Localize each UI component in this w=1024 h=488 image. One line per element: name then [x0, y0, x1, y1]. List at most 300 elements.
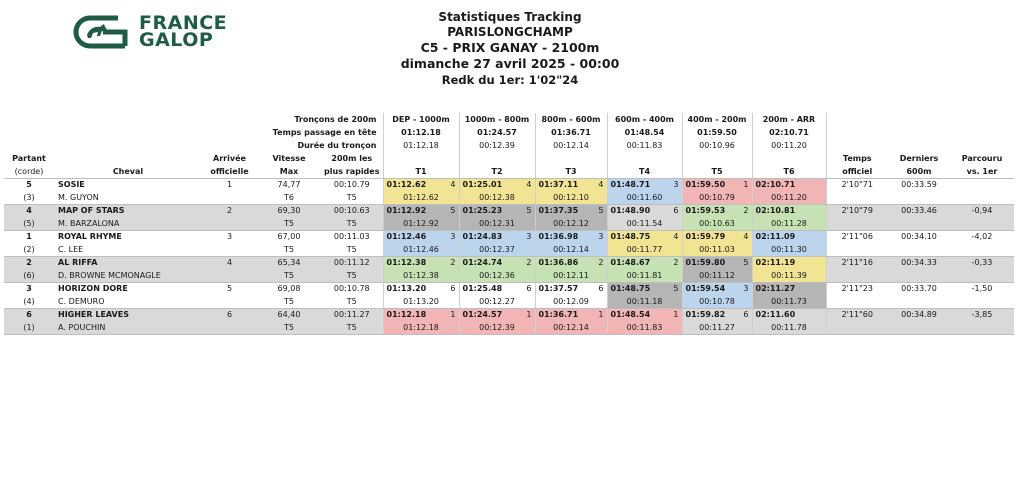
- rapides-segment: T5: [321, 295, 383, 308]
- rapides-value: 00:10.79: [333, 180, 370, 190]
- section-rank: 5: [673, 284, 679, 294]
- redk-winner: Redk du 1er: 1'02"24: [441, 73, 579, 87]
- column-header-bottom: [4, 165, 1014, 178]
- segment-header-cell: 01:48.54: [607, 126, 682, 139]
- section-rank: 2: [743, 206, 749, 216]
- temps-spacer: [826, 295, 888, 308]
- section-time-cell: [459, 204, 535, 217]
- horse-name: HORIZON DORE: [58, 284, 128, 294]
- horse-row: [4, 282, 1014, 295]
- section-time: 02:11.19: [755, 258, 796, 268]
- rapides-segment: T5: [321, 217, 383, 230]
- arrivee-spacer: [202, 191, 257, 204]
- section-time-wrap: [463, 180, 532, 189]
- section-rank: 6: [743, 310, 749, 320]
- section-time-wrap: [539, 258, 604, 267]
- horse-corde: (4): [4, 295, 54, 308]
- section-time-cell: [383, 230, 459, 243]
- section-header-t1: T1: [383, 165, 459, 178]
- section-time-cell: [383, 204, 459, 217]
- section-time: 01:48.71: [610, 180, 651, 190]
- section-time-wrap: [387, 284, 456, 293]
- section-duration: 00:12.31: [459, 217, 535, 230]
- arrivee-header-line1: Arrivée: [213, 154, 246, 163]
- section-time-cell: [682, 178, 752, 191]
- horse-row: [4, 256, 1014, 269]
- section-time: 01:48.90: [610, 206, 651, 216]
- section-header-spacer: [607, 152, 682, 165]
- horse-name: SOSIE: [58, 180, 85, 190]
- horse-number: 6: [4, 308, 54, 321]
- section-time-cell: [752, 178, 826, 191]
- rapides-value: 00:10.78: [333, 284, 370, 294]
- section-time: 01:59.50: [685, 180, 726, 190]
- arrivee-spacer: [202, 243, 257, 256]
- section-time-wrap: [756, 180, 823, 189]
- section-rank: 3: [743, 284, 749, 294]
- horse-number: 2: [4, 256, 54, 269]
- horse-row-detail: [4, 191, 1014, 204]
- section-duration: 01:12.18: [383, 321, 459, 334]
- section-time-wrap: [756, 232, 823, 241]
- section-time: 01:48.75: [610, 284, 651, 294]
- segment-header-cell: 01:36.71: [535, 126, 607, 139]
- section-rank: 5: [526, 206, 532, 216]
- parcouru-value: -0,33: [950, 256, 1014, 269]
- section-duration: 00:10.63: [682, 217, 752, 230]
- horse-row: [4, 230, 1014, 243]
- section-time-wrap: [387, 232, 456, 241]
- derniers-spacer: [888, 321, 950, 334]
- section-rank: 6: [450, 284, 456, 294]
- section-time-cell: [459, 178, 535, 191]
- section-time-cell: [607, 230, 682, 243]
- segment-name-row: [4, 113, 1014, 126]
- section-time-wrap: [387, 180, 456, 189]
- section-duration: 00:12.09: [535, 295, 607, 308]
- jockey-name: C. LEE: [54, 243, 202, 256]
- section-rank: 2: [526, 258, 532, 268]
- temps-officiel-value: 2'11"60: [826, 308, 888, 321]
- section-rank: 5: [450, 206, 456, 216]
- section-time: 01:25.23: [462, 206, 503, 216]
- section-time-cell: [752, 204, 826, 217]
- section-rank: 1: [598, 310, 604, 320]
- section-header-t5: T5: [682, 165, 752, 178]
- vitesse-segment: T5: [257, 295, 321, 308]
- section-time-wrap: [387, 258, 456, 267]
- horse-name: AL RIFFA: [54, 256, 202, 269]
- section-time: 01:59.79: [685, 232, 726, 242]
- section-time-wrap: [611, 284, 679, 293]
- horse-row-detail: [4, 243, 1014, 256]
- vitesse-segment: T5: [257, 217, 321, 230]
- report-header: [340, 10, 680, 88]
- section-time: 01:25.01: [462, 180, 503, 190]
- rapides-value: 00:11.03: [333, 232, 370, 242]
- temps-spacer: [826, 321, 888, 334]
- derniers-600m-value: 00:34.10: [901, 232, 937, 242]
- section-time-cell: [682, 282, 752, 295]
- section-duration: 00:10.79: [682, 191, 752, 204]
- brand-line-2: GALOP: [139, 29, 214, 51]
- segment-header-cell: 00:11.20: [752, 139, 826, 152]
- parcouru-spacer: [950, 269, 1014, 282]
- section-time-wrap: [463, 232, 532, 241]
- rapides-value: 00:10.63: [321, 204, 383, 217]
- section-time-wrap: [539, 180, 604, 189]
- section-time: 02:10.81: [755, 206, 796, 216]
- section-rank: 3: [526, 232, 532, 242]
- section-time: 01:12.62: [386, 180, 427, 190]
- section-time-cell: [535, 256, 607, 269]
- section-time-cell: [682, 308, 752, 321]
- section-time: 01:12.92: [386, 206, 427, 216]
- section-rank: 1: [450, 310, 456, 320]
- section-rank: 3: [450, 232, 456, 242]
- arrivee-spacer: [202, 295, 257, 308]
- section-time-wrap: [611, 310, 679, 319]
- vitesse-value: 69,30: [257, 204, 321, 217]
- derniers-600m-value: 00:34.89: [888, 308, 950, 321]
- segment-header-cell: 01:59.50: [682, 126, 752, 139]
- leader-time-row: [4, 126, 1014, 139]
- horse-row-detail: [4, 217, 1014, 230]
- section-time-cell: [459, 256, 535, 269]
- arrivee-value: 2: [202, 204, 257, 217]
- temps-header-line1: Temps: [826, 152, 888, 165]
- section-time-cell: [459, 308, 535, 321]
- section-rank: 1: [673, 310, 679, 320]
- section-time: 01:59.82: [685, 310, 726, 320]
- parcouru-spacer: [950, 243, 1014, 256]
- rapides-segment: T5: [321, 321, 383, 334]
- venue-name: PARISLONGCHAMP: [447, 25, 573, 39]
- section-header-spacer: [682, 152, 752, 165]
- segment-header-cell: 01:12.18: [383, 139, 459, 152]
- section-time-cell: [535, 230, 607, 243]
- horse-logo-icon: [73, 15, 131, 49]
- vitesse-header-line1: Vitesse: [272, 154, 306, 163]
- section-time: 01:36.86: [538, 258, 579, 268]
- column-header-top: [4, 152, 1014, 165]
- derniers-600m-value: 00:33.70: [901, 284, 937, 294]
- section-time-cell: [383, 308, 459, 321]
- derniers-600m-value: 00:33.46: [888, 204, 950, 217]
- section-rank: 1: [526, 310, 532, 320]
- section-duration: 00:12.36: [459, 269, 535, 282]
- segment-header-cell: 01:12.18: [383, 126, 459, 139]
- horse-corde: (5): [4, 217, 54, 230]
- section-time-cell: [383, 256, 459, 269]
- section-time-cell: [383, 282, 459, 295]
- section-time-cell: [383, 178, 459, 191]
- section-duration: 00:12.39: [459, 321, 535, 334]
- vitesse-value: 65,34: [257, 256, 321, 269]
- jockey-name: A. POUCHIN: [54, 321, 202, 334]
- section-time-wrap: [539, 206, 604, 215]
- horse-name: MAP OF STARS: [54, 204, 202, 217]
- segment-header-cell: 00:11.83: [607, 139, 682, 152]
- section-time-wrap: [611, 206, 679, 215]
- section-header-t3: T3: [535, 165, 607, 178]
- partant-header-line2: (corde): [4, 165, 54, 178]
- vitesse-segment: T5: [257, 269, 321, 282]
- segment-header-cell: 400m - 200m: [682, 113, 752, 126]
- section-header-spacer: [752, 152, 826, 165]
- parcouru-header-line2: vs. 1er: [950, 165, 1014, 178]
- segment-header-cell: 00:12.14: [535, 139, 607, 152]
- section-duration: 00:12.14: [535, 243, 607, 256]
- section-time: 01:12.46: [386, 232, 427, 242]
- horse-name: ROYAL RHYME: [58, 232, 122, 242]
- brand-name: [139, 12, 228, 51]
- section-time: 01:24.83: [462, 232, 503, 242]
- section-duration: 00:12.37: [459, 243, 535, 256]
- temps-spacer: [826, 269, 888, 282]
- section-time-wrap: [539, 284, 604, 293]
- parcouru-value: -1,50: [971, 284, 993, 294]
- section-time: 01:36.98: [538, 232, 579, 242]
- section-duration: 00:11.12: [682, 269, 752, 282]
- section-time-cell: [752, 282, 826, 295]
- arrivee-value: 4: [202, 256, 257, 269]
- section-duration: 01:12.62: [383, 191, 459, 204]
- horse-corde: (1): [4, 321, 54, 334]
- section-time-wrap: [539, 232, 604, 241]
- section-header-t2: T2: [459, 165, 535, 178]
- derniers-spacer: [888, 217, 950, 230]
- rapides-segment: T5: [321, 191, 383, 204]
- segment-duration-row: [4, 139, 1014, 152]
- section-time: 01:59.54: [685, 284, 726, 294]
- temps-spacer: [826, 191, 888, 204]
- vitesse-value: 67,00: [277, 232, 301, 242]
- partant-header-line1: Partant: [12, 154, 46, 163]
- race-date: dimanche 27 avril 2025 - 00:00: [400, 56, 620, 71]
- section-header-spacer: [383, 152, 459, 165]
- horse-corde: (3): [4, 191, 54, 204]
- rapides-segment: T5: [321, 269, 383, 282]
- vitesse-value: 74,77: [277, 180, 301, 190]
- temps-officiel-value: 2'11"23: [826, 282, 888, 295]
- section-time: 01:36.71: [538, 310, 579, 320]
- rapides-value: 00:11.12: [321, 256, 383, 269]
- derniers-600m-value: 00:33.59: [901, 180, 937, 190]
- arrivee-value: 5: [226, 284, 233, 294]
- section-time-wrap: [756, 206, 823, 215]
- segment-header-cell: 00:10.96: [682, 139, 752, 152]
- section-duration: 00:11.54: [607, 217, 682, 230]
- section-time-cell: [459, 282, 535, 295]
- jockey-name: M. GUYON: [54, 191, 202, 204]
- section-time-wrap: [686, 180, 749, 189]
- rapides-value: 00:11.27: [321, 308, 383, 321]
- segment-header-cell: 200m - ARR: [752, 113, 826, 126]
- section-time-cell: [752, 256, 826, 269]
- horse-number: 3: [26, 284, 32, 294]
- parcouru-spacer: [950, 295, 1014, 308]
- section-time: 01:48.54: [610, 310, 651, 320]
- section-duration: 00:11.18: [607, 295, 682, 308]
- section-duration: 00:11.39: [752, 269, 826, 282]
- section-time-cell: [607, 256, 682, 269]
- section-time: 01:48.67: [610, 258, 651, 268]
- horse-number: 4: [4, 204, 54, 217]
- section-time-cell: [682, 230, 752, 243]
- section-duration: 00:10.78: [682, 295, 752, 308]
- derniers-600m-value: 00:34.33: [888, 256, 950, 269]
- parcouru-header-line1: Parcouru: [961, 154, 1003, 163]
- section-time-wrap: [686, 284, 749, 293]
- segment-header-cell: 02:10.71: [752, 126, 826, 139]
- section-time: 01:37.11: [538, 180, 579, 190]
- derniers-header-line1: Derniers: [899, 154, 939, 163]
- section-duration: 00:12.11: [535, 269, 607, 282]
- section-time-cell: [752, 230, 826, 243]
- section-rank: 2: [450, 258, 456, 268]
- section-time-cell: [682, 256, 752, 269]
- horse-row: [4, 308, 1014, 321]
- parcouru-spacer: [950, 321, 1014, 334]
- section-time-wrap: [539, 310, 604, 319]
- segment-header-cell: 01:24.57: [459, 126, 535, 139]
- section-time: 01:59.53: [685, 206, 726, 216]
- section-time-wrap: [756, 310, 823, 319]
- section-rank: 6: [598, 284, 604, 294]
- segment-row-label: Tronçons de 200m: [294, 115, 377, 124]
- section-time-cell: [607, 282, 682, 295]
- section-time-wrap: [387, 310, 456, 319]
- segment-row-label: Temps passage en tête: [272, 128, 377, 137]
- vitesse-value: 64,40: [257, 308, 321, 321]
- derniers-header-line2: 600m: [888, 165, 950, 178]
- section-rank: 5: [743, 258, 749, 268]
- horse-row-detail: [4, 321, 1014, 334]
- section-time-wrap: [686, 310, 749, 319]
- section-time-wrap: [611, 180, 679, 189]
- horse-name: HIGHER LEAVES: [54, 308, 202, 321]
- temps-officiel-value: 2'10"71: [826, 178, 888, 191]
- vitesse-value: 69,08: [277, 284, 301, 294]
- section-time-cell: [535, 178, 607, 191]
- cheval-header-line2: Cheval: [54, 165, 202, 178]
- section-rank: 2: [673, 258, 679, 268]
- section-duration: 01:12.38: [383, 269, 459, 282]
- parcouru-value: -3,85: [950, 308, 1014, 321]
- section-rank: 6: [526, 284, 532, 294]
- arrivee-value: 1: [226, 180, 233, 190]
- section-time-wrap: [756, 284, 823, 293]
- derniers-spacer: [888, 191, 950, 204]
- section-time: 01:37.57: [538, 284, 579, 294]
- section-time: 01:59.80: [685, 258, 726, 268]
- section-duration: 01:12.46: [383, 243, 459, 256]
- section-duration: 00:11.60: [607, 191, 682, 204]
- section-time-wrap: [463, 284, 532, 293]
- derniers-spacer: [888, 295, 950, 308]
- section-time-wrap: [463, 310, 532, 319]
- horse-corde: (2): [4, 243, 54, 256]
- horse-row-detail: [4, 295, 1014, 308]
- segment-header-spacer: [826, 113, 1014, 126]
- section-duration: 00:12.14: [535, 321, 607, 334]
- section-header-spacer: [459, 152, 535, 165]
- section-time-wrap: [686, 206, 749, 215]
- temps-header-line2: officiel: [826, 165, 888, 178]
- section-rank: 4: [526, 180, 532, 190]
- section-time-wrap: [611, 258, 679, 267]
- section-time-wrap: [686, 258, 749, 267]
- parcouru-spacer: [950, 191, 1014, 204]
- arrivee-spacer: [202, 217, 257, 230]
- temps-spacer: [826, 243, 888, 256]
- section-duration: 00:11.27: [682, 321, 752, 334]
- rapides-header-line1: 200m les: [331, 154, 373, 163]
- arrivee-spacer: [202, 269, 257, 282]
- arrivee-value: 3: [226, 232, 233, 242]
- segment-header-cell: 1000m - 800m: [459, 113, 535, 126]
- horse-row-detail: [4, 269, 1014, 282]
- section-duration: 00:12.38: [459, 191, 535, 204]
- tracking-table: [4, 113, 1014, 335]
- section-rank: 1: [743, 180, 749, 190]
- section-header-t4: T4: [607, 165, 682, 178]
- parcouru-value: -4,02: [971, 232, 993, 242]
- parcouru-spacer: [950, 217, 1014, 230]
- vitesse-segment: T5: [257, 243, 321, 256]
- section-time: 01:25.48: [462, 284, 503, 294]
- segment-header-cell: DEP - 1000m: [383, 113, 459, 126]
- segment-header-cell: 800m - 600m: [535, 113, 607, 126]
- horse-number: 5: [26, 180, 32, 190]
- france-galop-logo: [73, 14, 253, 50]
- section-time-wrap: [463, 206, 532, 215]
- section-time-cell: [459, 230, 535, 243]
- section-time-wrap: [686, 232, 749, 241]
- parcouru-value: -0,94: [950, 204, 1014, 217]
- section-duration: 00:11.78: [752, 321, 826, 334]
- segment-header-cell: 600m - 400m: [607, 113, 682, 126]
- section-duration: 00:11.20: [752, 191, 826, 204]
- jockey-name: C. DEMURO: [54, 295, 202, 308]
- section-rank: 4: [673, 232, 679, 242]
- derniers-spacer: [888, 269, 950, 282]
- section-duration: 00:12.27: [459, 295, 535, 308]
- section-duration: 00:11.83: [607, 321, 682, 334]
- section-duration: 00:11.77: [607, 243, 682, 256]
- section-rank: 2: [598, 258, 604, 268]
- vitesse-header-line2: Max: [257, 165, 321, 178]
- section-time-wrap: [387, 206, 456, 215]
- horse-row: [4, 204, 1014, 217]
- section-duration: 00:11.30: [752, 243, 826, 256]
- section-time: 01:24.74: [462, 258, 503, 268]
- section-duration: 00:11.81: [607, 269, 682, 282]
- section-duration: 00:12.10: [535, 191, 607, 204]
- temps-officiel-value: 2'10"79: [826, 204, 888, 217]
- section-time: 02:11.27: [755, 284, 796, 294]
- section-time: 01:37.35: [538, 206, 579, 216]
- section-duration: 01:13.20: [383, 295, 459, 308]
- report-title: Statistiques Tracking: [438, 10, 582, 24]
- section-rank: 4: [598, 180, 604, 190]
- rapides-header-line2: plus rapides: [321, 165, 383, 178]
- derniers-spacer: [888, 243, 950, 256]
- brand-line-1: FRANCE: [139, 12, 228, 34]
- section-time-cell: [535, 204, 607, 217]
- section-duration: 01:12.92: [383, 217, 459, 230]
